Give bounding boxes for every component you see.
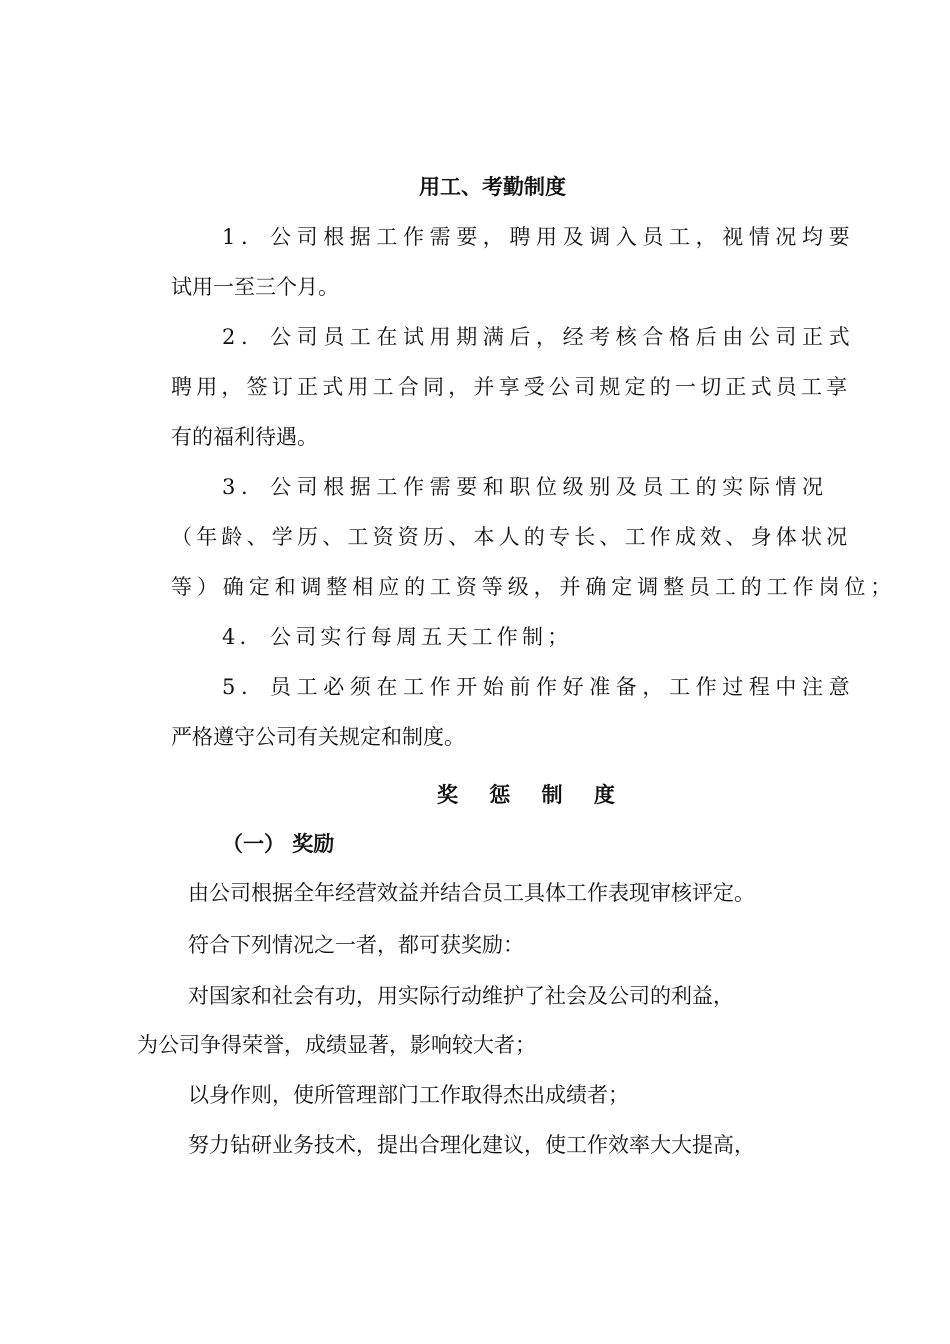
item-number: 2. [222,325,254,349]
paragraph-3-line-3: 等）确定和调整相应的工资等级，并确定调整员工的工作岗位； [171,575,897,599]
subsection-title-rewards: （一） 奖励 [222,832,335,856]
paragraph-2-line-3: 有的福利待遇。 [171,425,318,449]
section-title-employment: 用工、考勤制度 [419,175,566,199]
paragraph-text: 员工必须在工作开始前作好准备，工作过程中注意 [270,675,856,699]
paragraph-5-line-1 [222,672,855,702]
paragraph-2-line-1 [222,322,855,352]
rewards-paragraph-3-line-2: 为公司争得荣誉，成绩显著，影响较大者； [137,1033,536,1057]
paragraph-5-line-2: 严格遵守公司有关规定和制度。 [171,725,465,749]
rewards-paragraph-2: 符合下列情况之一者，都可获奖励： [188,933,524,957]
paragraph-text: 公司实行每周五天工作制； [270,625,573,649]
paragraph-text: 公司根据工作需要，聘用及调入员工，视情况均要 [270,225,856,249]
paragraph-1-line-1 [222,222,855,252]
item-number: 4. [222,625,251,649]
rewards-paragraph-4: 以身作则，使所管理部门工作取得杰出成绩者； [188,1083,629,1107]
paragraph-text: 公司员工在试用期满后，经考核合格后由公司正式 [270,325,856,349]
paragraph-2-line-2: 聘用，签订正式用工合同，并享受公司规定的一切正式员工享 [171,375,852,399]
paragraph-3-line-1 [222,472,829,502]
section-title-rewards-punishments: 奖 惩 制 度 [437,783,627,807]
rewards-paragraph-3-line-1: 对国家和社会有功，用实际行动维护了社会及公司的利益， [188,984,734,1008]
item-number: 1. [222,225,254,249]
paragraph-1-line-2: 试用一至三个月。 [171,275,339,299]
paragraph-text: 公司根据工作需要和职位级别及员工的实际情况 [270,475,829,499]
rewards-paragraph-5: 努力钻研业务技术，提出合理化建议，使工作效率大大提高， [188,1133,755,1157]
rewards-paragraph-1: 由公司根据全年经营效益并结合员工具体工作表现审核评定。 [188,881,755,905]
item-number: 3. [222,475,254,499]
item-number: 5. [222,675,254,699]
paragraph-4-line-1 [222,622,572,652]
paragraph-3-line-2: （年龄、学历、工资资历、本人的专长、工作成效、身体状况 [171,525,852,549]
